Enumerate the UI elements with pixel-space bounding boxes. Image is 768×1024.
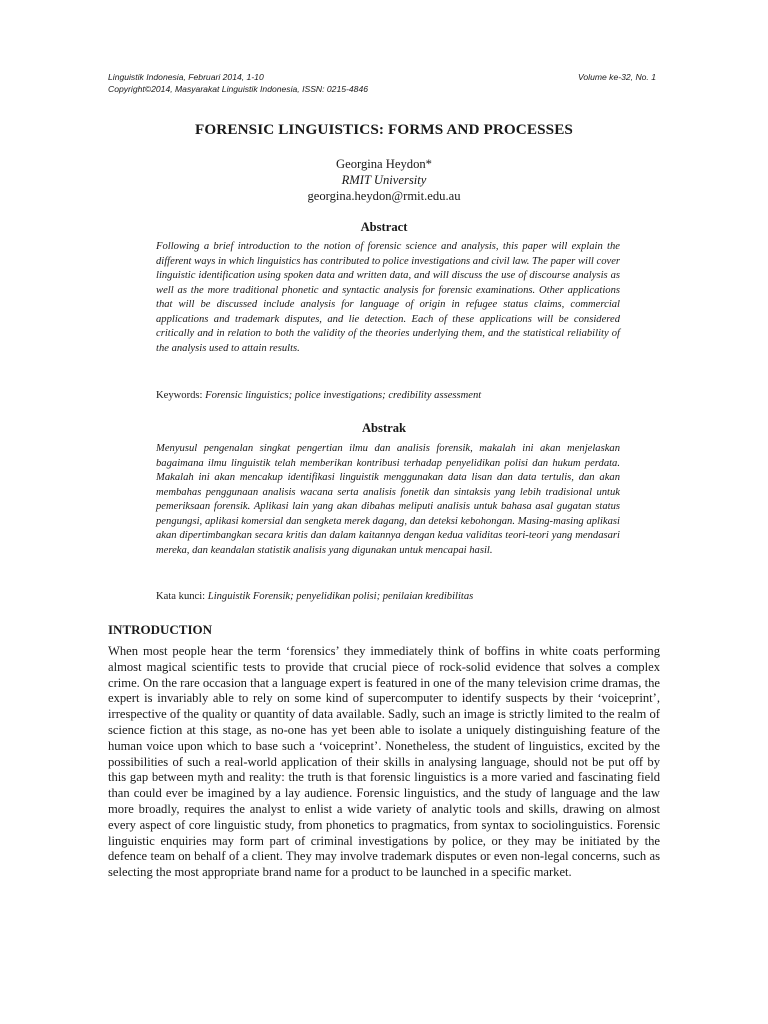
volume-number: Volume ke-32, No. 1 [577,72,656,82]
abstract-heading: Abstract [360,220,408,234]
keywords-line [156,389,626,403]
kata-kunci-label: Kata kunci: [156,591,206,602]
journal-citation: Linguistik Indonesia, Februari 2014, 1-10 [108,72,264,82]
author-affiliation: RMIT University [341,173,427,187]
abstrak-heading: Abstrak [361,421,407,435]
paper-title: FORENSIC LINGUISTICS: FORMS AND PROCESSES [195,121,573,138]
abstrak-text: Menyusul pengenalan singkat pengertian ilmu dan analisis forensik, makalah ini akan menjelaskan bagaimana ilmu linguistik telah memberikan kontribusi terhadap penyelidikan polisi dan hukum perdata. Makalah ini akan mencakup identifikasi linguistik menggunakan data lisan dan data tertulis, dan akan membahas penggunaan analisis wacana serta analisis fonetik dan sintaksis yang lebih tradisional untuk pemeriksaan forensik. Aplikasi lain yang akan dibahas meliputi analisis untuk bahasa asal gugatan status pengungsi, aplikasi komersial dan sengketa merek dagang, dan deteksi kebohongan. Masing-masing aplikasi akan dipertimbangkan secara kritis dan dalam kaitannya dengan kedua validitas teori-teori yang mendasari mereka, dan keandalan statistik analisis yang digunakan untuk mencapai hasil. [156,443,620,556]
kata-kunci-line [156,590,626,604]
keywords-value: Forensic linguistics; police investigations; credibility assessment [205,390,482,401]
author-block [108,156,660,204]
introduction-heading: INTRODUCTION [108,622,213,637]
copyright-line: Copyright©2014, Masyarakat Linguistik Indonesia, ISSN: 0215-4846 [108,84,368,94]
author-email[interactable]: georgina.heydon@rmit.edu.au [307,189,461,203]
introduction-paragraph: When most people hear the term ‘forensics’ they immediately think of boffins in white coats performing almost magical scientific tests to provide that crucial piece of rock-solid evidence that solves a complex crime. On the rare occasion that a language expert is featured in one of the many television crime dramas, the expert is invariably able to rely on some kind of supercomputer to identify suspects by their ‘voiceprint’, irrespective of the quality or quantity of data available. Sadly, such an image is strictly limited to the realm of science fiction at this stage, as no-one has yet been able to isolate a uniquely distinguishing feature of the human voice upon which to base such a ‘voiceprint’. Nonetheless, the student of linguistics, excited by the possibilities of such a real-world application of their skills in analysing language, should not be put off by this gap between myth and reality: the truth is that forensic linguistics is a more varied and fascinating field than could ever be imagined by a lay audience. Forensic linguistics, and the study of language and the law more broadly, requires the analyst to enlist a wide variety of analytic tools and skills, drawing on almost every aspect of core linguistic study, from phonetics to pragmatics, from syntax to sociolinguistics. Forensic linguistic enquiries may form part of criminal investigations by police, or they may be initiated by the defence team on behalf of a client. They may involve trademark disputes or even non-legal concerns, such as selecting the most appropriate brand name for a product to be launched in a specific market. [108,644,660,880]
running-header [108,71,656,95]
kata-kunci-value: Linguistik Forensik; penyelidikan polisi; penilaian kredibilitas [207,591,474,602]
abstract-text: Following a brief introduction to the notion of forensic science and analysis, this paper will explain the different ways in which linguistics has contributed to police investigations and civil law. The paper will cover linguistic identification using spoken data and written data, and will discuss the use of discourse analysis as well as the more traditional phonetic and syntactic analysis for forensic examinations. Other applications that will be discussed include analysis for language of origin in refugee status claims, commercial applications and trademark disputes, and lie detection. Each of these applications will be considered critically and in relation to both the validity of the theories underlying them, and the statistical reliability of the analysis used to attain results. [156,241,621,354]
keywords-label: Keywords: [156,390,203,401]
author-name: Georgina Heydon* [336,157,432,171]
